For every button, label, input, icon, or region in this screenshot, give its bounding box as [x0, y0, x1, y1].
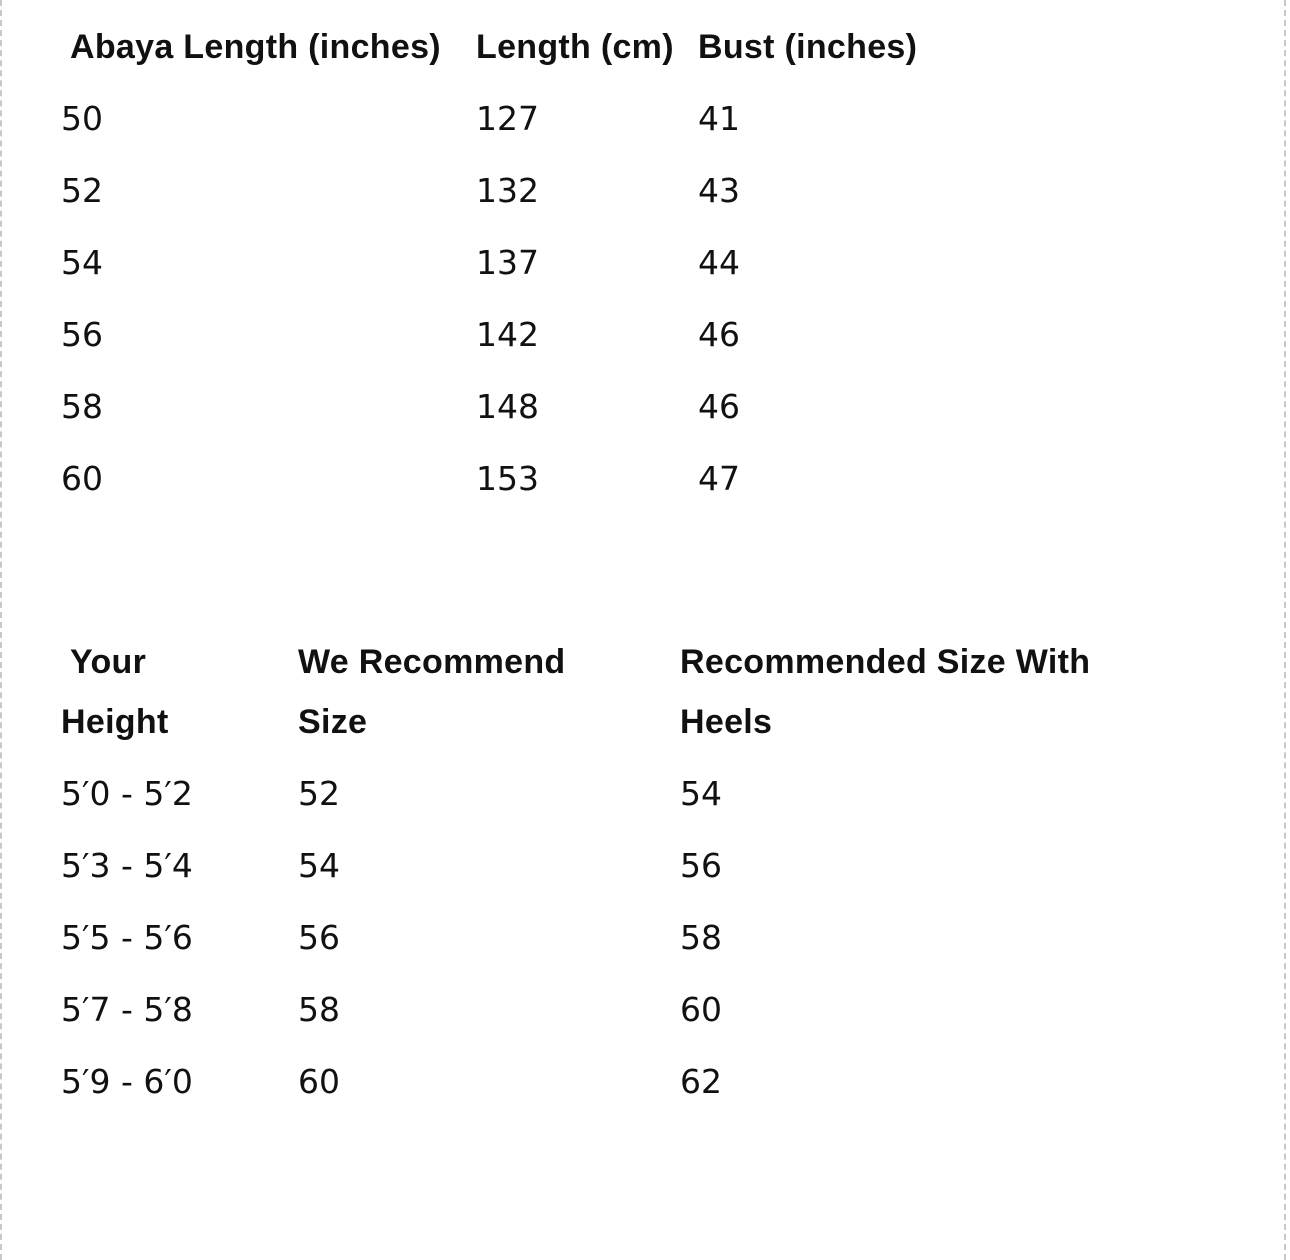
cell-bust-inches: 46 — [698, 387, 740, 426]
header-your-height-line2: Height — [61, 703, 169, 741]
cell-length-inches: 56 — [61, 315, 103, 354]
header-with-heels-line1: Recommended Size With — [680, 643, 1091, 681]
cell-length-inches: 54 — [61, 243, 103, 282]
cell-recommended-size: 58 — [298, 990, 340, 1029]
cell-height: 5′5 - 5′6 — [61, 918, 193, 957]
cell-length-cm: 132 — [476, 171, 539, 210]
cell-recommended-size: 60 — [298, 1062, 340, 1101]
cell-recommended-size: 52 — [298, 774, 340, 813]
page-border-left — [0, 0, 2, 1260]
cell-height: 5′0 - 5′2 — [61, 774, 193, 813]
header-bust-inches: Bust (inches) — [698, 28, 918, 66]
cell-bust-inches: 44 — [698, 243, 740, 282]
cell-recommended-size: 56 — [298, 918, 340, 957]
cell-size-with-heels: 58 — [680, 918, 722, 957]
cell-length-inches: 60 — [61, 459, 103, 498]
cell-length-inches: 50 — [61, 99, 103, 138]
header-we-recommend-line2: Size — [298, 703, 368, 741]
cell-height: 5′7 - 5′8 — [61, 990, 193, 1029]
cell-recommended-size: 54 — [298, 846, 340, 885]
cell-height: 5′9 - 6′0 — [61, 1062, 193, 1101]
cell-size-with-heels: 60 — [680, 990, 722, 1029]
cell-size-with-heels: 56 — [680, 846, 722, 885]
cell-length-cm: 137 — [476, 243, 539, 282]
cell-bust-inches: 46 — [698, 315, 740, 354]
cell-length-cm: 148 — [476, 387, 539, 426]
cell-size-with-heels: 54 — [680, 774, 722, 813]
cell-length-inches: 52 — [61, 171, 103, 210]
page-border-right — [1284, 0, 1286, 1260]
header-abaya-length-inches: Abaya Length (inches) — [70, 28, 441, 66]
cell-length-inches: 58 — [61, 387, 103, 426]
header-length-cm: Length (cm) — [476, 28, 674, 66]
cell-length-cm: 127 — [476, 99, 539, 138]
cell-bust-inches: 41 — [698, 99, 740, 138]
header-your-height-line1: Your — [70, 643, 147, 681]
cell-bust-inches: 43 — [698, 171, 740, 210]
cell-size-with-heels: 62 — [680, 1062, 722, 1101]
cell-bust-inches: 47 — [698, 459, 740, 498]
cell-length-cm: 153 — [476, 459, 539, 498]
header-we-recommend-line1: We Recommend — [298, 643, 566, 681]
cell-height: 5′3 - 5′4 — [61, 846, 193, 885]
header-with-heels-line2: Heels — [680, 703, 773, 741]
cell-length-cm: 142 — [476, 315, 539, 354]
